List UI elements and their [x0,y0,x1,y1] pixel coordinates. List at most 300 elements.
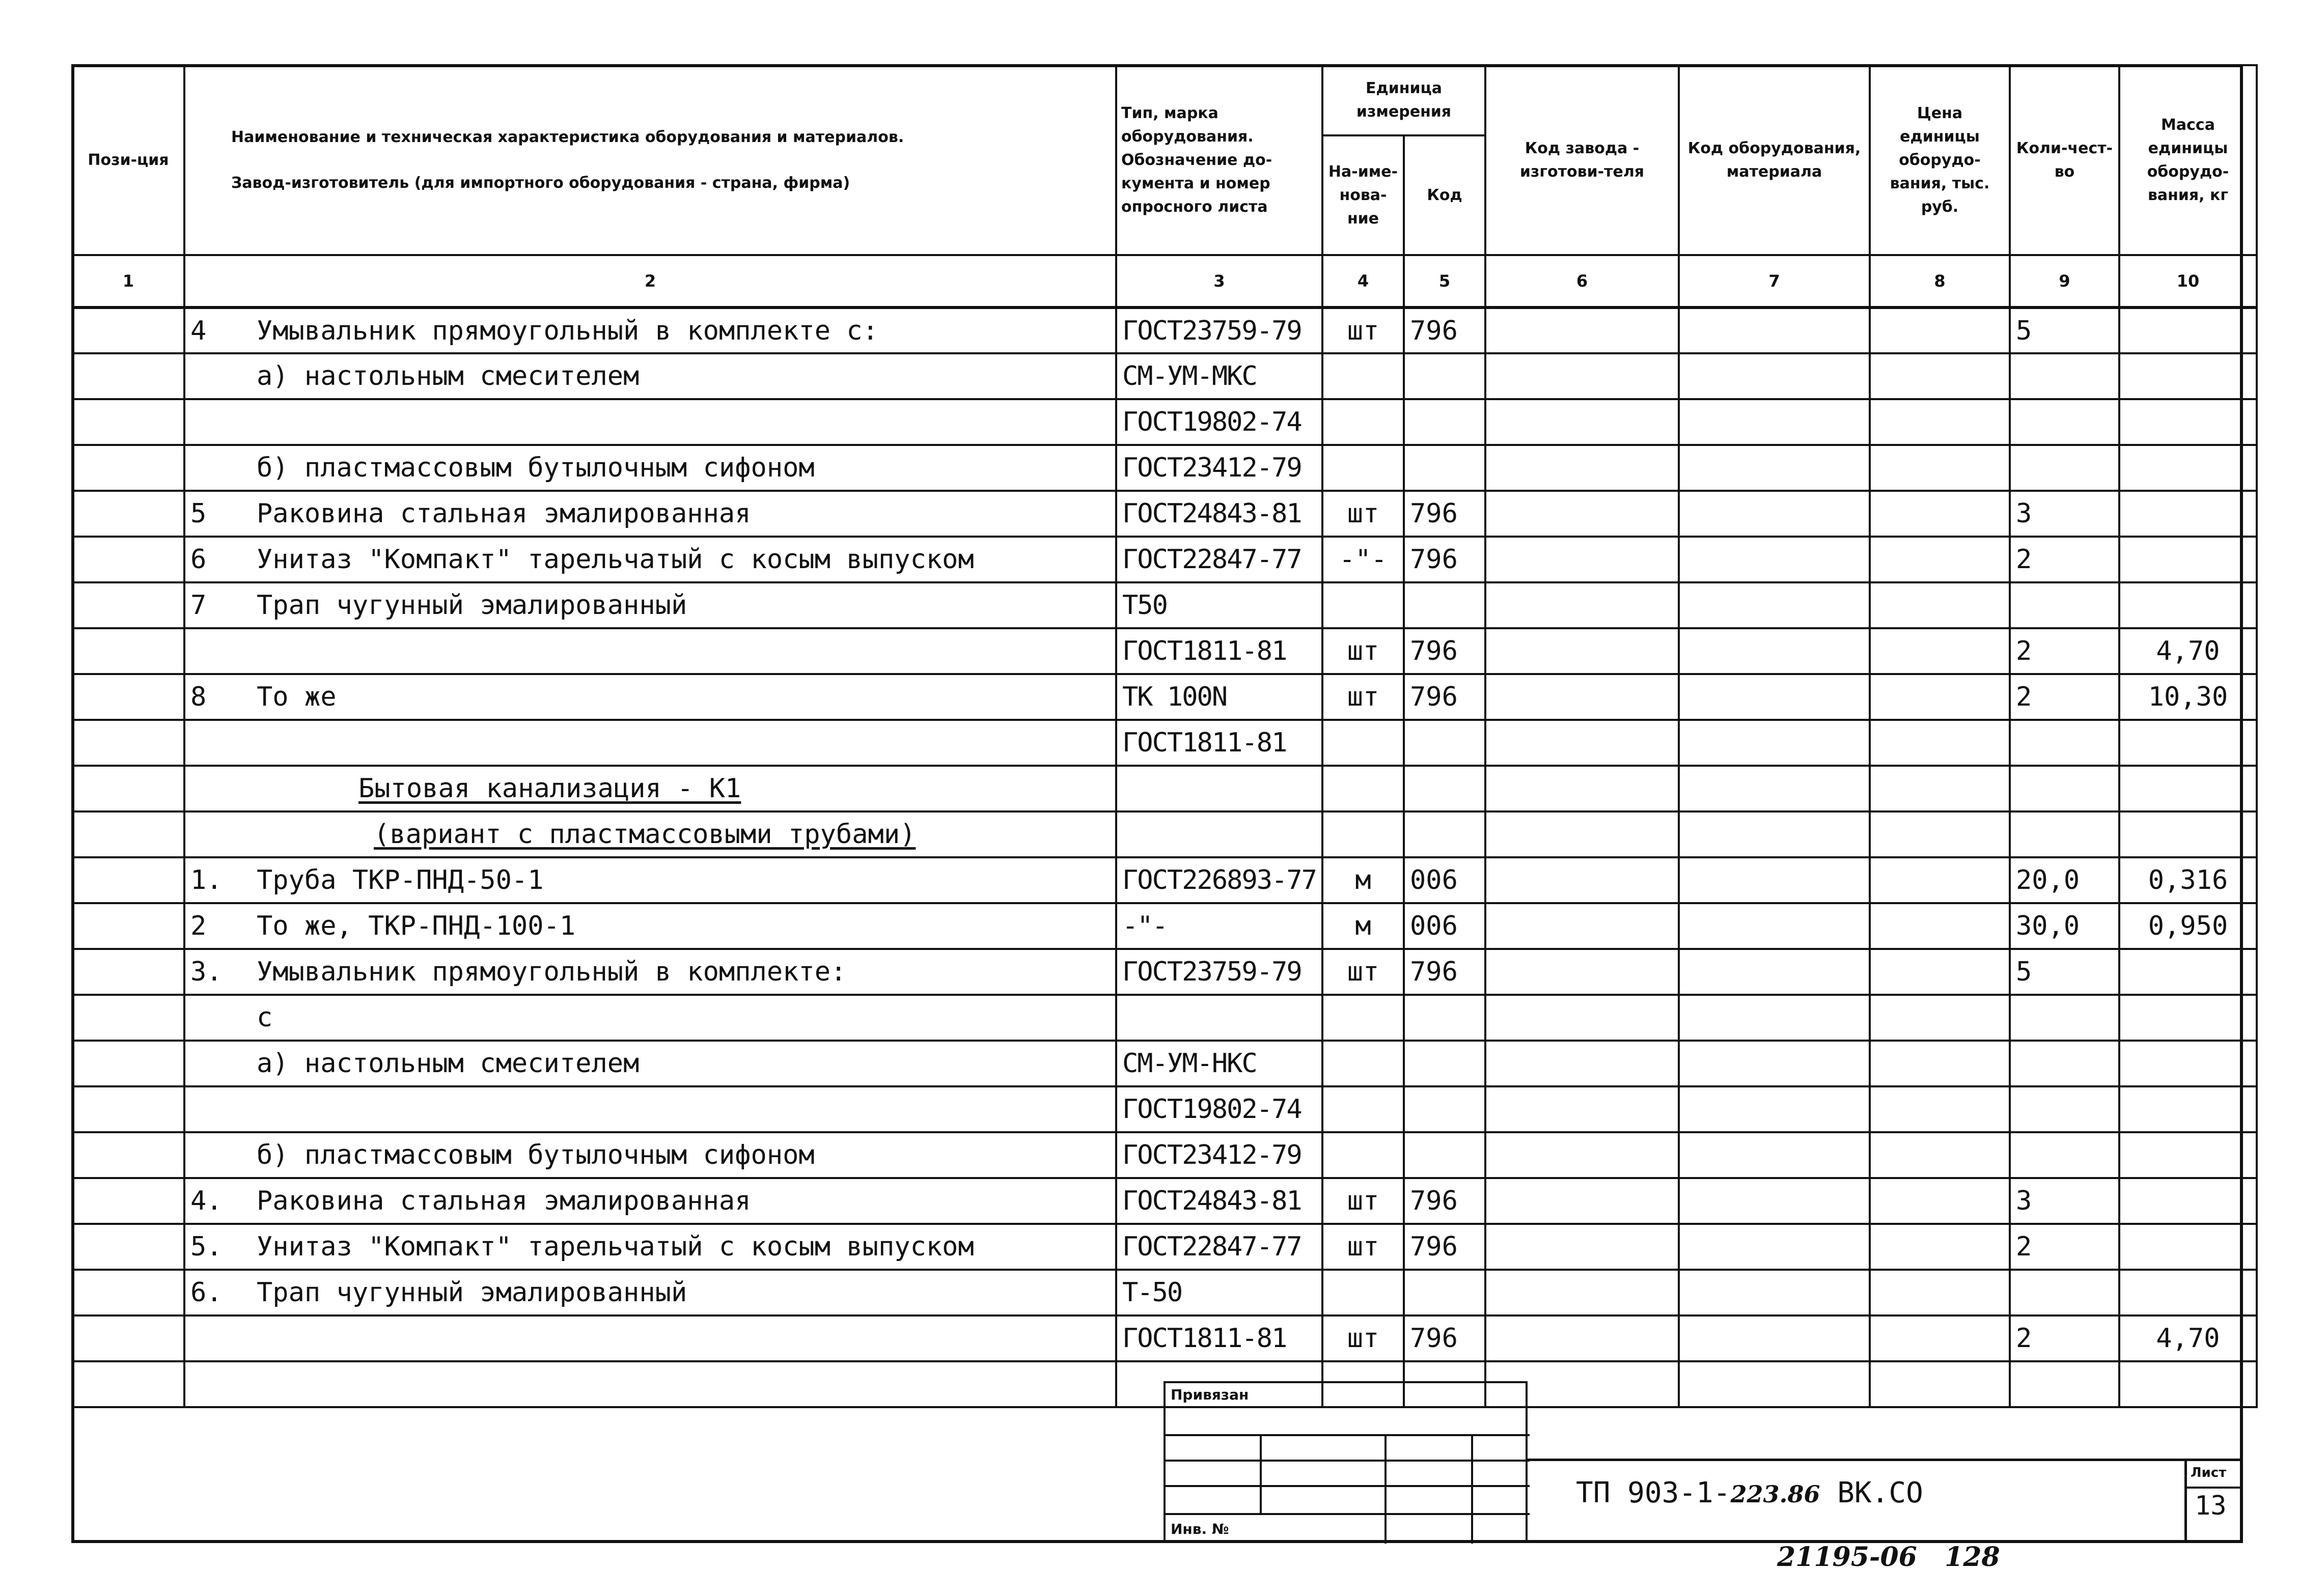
title-block-top-line [1528,1459,2243,1461]
qty-cell [2010,399,2119,445]
factory-code-cell [1485,720,1679,766]
header-equipment-code: Код оборудования, материала [1679,65,1870,255]
pos-cell [72,766,184,811]
position-number: 4 [190,315,207,346]
column-number: 6 [1485,255,1679,307]
inventory-label: Инв. № [1171,1521,1229,1537]
pos-cell [72,674,184,720]
price-cell [1870,353,2010,399]
stamp-line [1384,1434,1387,1544]
code-cell [1404,1086,1485,1132]
factory-code-cell [1485,766,1679,811]
code-cell [1404,582,1485,628]
item-name: Умывальник прямоугольный в комплекте: [257,957,847,987]
name-cell [184,353,1116,399]
sheet-number: 13 [2195,1491,2227,1521]
unit-cell [1322,1041,1404,1086]
code-cell [1404,720,1485,766]
mass-cell: 10,30 [2119,674,2257,720]
column-number: 4 [1322,255,1404,307]
position-number: 3. [190,957,223,987]
position-number: 1. [190,865,223,895]
column-number: 3 [1116,255,1322,307]
name-cell [184,537,1116,582]
mass-cell [2119,1178,2257,1224]
factory-code-cell [1485,1178,1679,1224]
code-cell: 796 [1404,491,1485,537]
stamp-line [1166,1434,1530,1436]
pos-cell [72,1224,184,1270]
binding-stamp [1164,1381,1528,1543]
table-row [72,445,2257,491]
binding-label: Привязан [1171,1386,1249,1403]
item-name: Трап чугунный эмалированный [257,1277,687,1308]
table-row [72,1086,2257,1132]
doc-cell: Т-50 [1116,1270,1322,1315]
header-unit-name: На-име-нова-ние [1322,135,1404,255]
price-cell [1870,995,2010,1041]
qty-cell: 5 [2010,949,2119,995]
unit-cell: шт [1322,1224,1404,1270]
header-unit-group: Единица измерения [1322,65,1485,135]
name-cell [184,1041,1116,1086]
name-cell [184,491,1116,537]
header-unit-code: Код [1404,135,1485,255]
table-row [72,811,2257,857]
code-cell: 796 [1404,1224,1485,1270]
stamp-line [1471,1434,1473,1544]
unit-cell: шт [1322,307,1404,353]
code-cell: 796 [1404,537,1485,582]
unit-cell: м [1322,903,1404,949]
column-number: 9 [2010,255,2119,307]
mass-cell: 4,70 [2119,628,2257,674]
pos-cell [72,353,184,399]
item-name: Трап чугунный эмалированный [257,590,687,621]
factory-code-cell [1485,537,1679,582]
equipment-code-cell [1679,307,1870,353]
factory-code-cell [1485,353,1679,399]
document-code-handwritten: 223.86 [1730,1480,1820,1508]
qty-cell: 20,0 [2010,857,2119,903]
mass-cell [2119,1132,2257,1178]
price-cell [1870,766,2010,811]
doc-cell: Т50 [1116,582,1322,628]
position-number: 6 [190,544,207,575]
unit-cell [1322,766,1404,811]
position-number: 5. [190,1231,223,1262]
item-name: (вариант с пластмассовыми трубами) [374,819,916,850]
factory-code-cell [1485,857,1679,903]
equipment-code-cell [1679,903,1870,949]
code-cell: 006 [1404,857,1485,903]
factory-code-cell [1485,949,1679,995]
item-name: с [257,1002,273,1033]
name-cell [184,399,1116,445]
pos-cell [72,445,184,491]
unit-cell [1322,399,1404,445]
document-code [1576,1476,1923,1509]
name-cell [184,949,1116,995]
sheet-label: Лист [2191,1465,2227,1480]
unit-cell: шт [1322,628,1404,674]
name-cell [184,445,1116,491]
doc-cell: ГОСТ1811-81 [1116,720,1322,766]
price-cell [1870,674,2010,720]
pos-cell [72,1086,184,1132]
price-cell [1870,1132,2010,1178]
code-cell [1404,353,1485,399]
qty-cell [2010,1361,2119,1407]
table-row [72,857,2257,903]
qty-cell [2010,353,2119,399]
document-code-prefix: ТП 903-1- [1576,1476,1731,1509]
qty-cell: 5 [2010,307,2119,353]
header-position: Пози-ция [72,65,184,255]
item-name: б) пластмассовым бутылочным сифоном [257,1140,815,1170]
table-row [72,1224,2257,1270]
stamp-line [1166,1460,1530,1462]
mass-cell [2119,1086,2257,1132]
doc-cell: ГОСТ19802-74 [1116,399,1322,445]
table-row [72,720,2257,766]
mass-cell [2119,307,2257,353]
factory-code-cell [1485,1132,1679,1178]
item-name: То же, ТКР-ПНД-100-1 [257,911,576,941]
unit-cell [1322,353,1404,399]
doc-cell: ГОСТ22847-77 [1116,537,1322,582]
table-row [72,1178,2257,1224]
mass-cell: 4,70 [2119,1315,2257,1361]
equipment-code-cell [1679,491,1870,537]
code-cell [1404,995,1485,1041]
equipment-code-cell [1679,445,1870,491]
doc-cell: ГОСТ1811-81 [1116,628,1322,674]
price-cell [1870,628,2010,674]
doc-cell [1116,766,1322,811]
factory-code-cell [1485,399,1679,445]
qty-cell: 30,0 [2010,903,2119,949]
price-cell [1870,399,2010,445]
table-row [72,353,2257,399]
name-cell [184,582,1116,628]
unit-cell [1322,1086,1404,1132]
equipment-code-cell [1679,1270,1870,1315]
pos-cell [72,903,184,949]
qty-cell: 2 [2010,1224,2119,1270]
item-name: Раковина стальная эмалированная [257,498,751,529]
header-factory-code: Код завода - изготови-теля [1485,65,1679,255]
mass-cell: 0,950 [2119,903,2257,949]
qty-cell [2010,811,2119,857]
position-number: 2 [190,911,207,941]
pos-cell [72,857,184,903]
pos-cell [72,307,184,353]
position-number: 8 [190,682,207,712]
header-name-line1: Наименование и техническая характеристика оборудования и материалов. [231,128,904,146]
mass-cell [2119,811,2257,857]
unit-cell: шт [1322,1315,1404,1361]
factory-code-cell [1485,307,1679,353]
mass-cell [2119,1224,2257,1270]
unit-cell: м [1322,857,1404,903]
mass-cell [2119,445,2257,491]
qty-cell [2010,1270,2119,1315]
header-quantity: Коли-чест-во [2010,65,2119,255]
qty-cell [2010,1132,2119,1178]
pos-cell [72,720,184,766]
factory-code-cell [1485,628,1679,674]
pos-cell [72,811,184,857]
qty-cell [2010,995,2119,1041]
sheet-box-line [2184,1459,2187,1543]
unit-cell [1322,582,1404,628]
qty-cell: 2 [2010,537,2119,582]
doc-cell: -"- [1116,903,1322,949]
item-name: Раковина стальная эмалированная [257,1186,751,1216]
qty-cell: 3 [2010,1178,2119,1224]
doc-cell: ГОСТ23412-79 [1116,1132,1322,1178]
unit-cell: -"- [1322,537,1404,582]
position-number: 5 [190,498,207,529]
code-cell: 796 [1404,307,1485,353]
table-row [72,1041,2257,1086]
price-cell [1870,1086,2010,1132]
doc-cell: ГОСТ22847-77 [1116,1224,1322,1270]
equipment-code-cell [1679,720,1870,766]
column-number: 2 [184,255,1116,307]
unit-cell [1322,1270,1404,1315]
factory-code-cell [1485,1315,1679,1361]
price-cell [1870,1224,2010,1270]
mass-cell [2119,1270,2257,1315]
equipment-code-cell [1679,766,1870,811]
price-cell [1870,720,2010,766]
price-cell [1870,537,2010,582]
equipment-code-cell [1679,1315,1870,1361]
factory-code-cell [1485,903,1679,949]
price-cell [1870,1041,2010,1086]
code-cell: 796 [1404,949,1485,995]
header-type: Тип, марка оборудования. Обозначение до-кумента и номер опросного листа [1116,65,1322,255]
factory-code-cell [1485,445,1679,491]
item-name: Умывальник прямоугольный в комплекте с: [257,315,878,346]
pos-cell [72,1270,184,1315]
pos-cell [72,1361,184,1407]
table-row [72,537,2257,582]
position-number: 4. [190,1186,223,1216]
price-cell [1870,1315,2010,1361]
equipment-code-cell [1679,1224,1870,1270]
mass-cell [2119,399,2257,445]
column-number: 7 [1679,255,1870,307]
column-number: 1 [72,255,184,307]
column-number-row [72,255,2257,307]
price-cell [1870,491,2010,537]
specification-table [71,64,2258,1408]
mass-cell [2119,1361,2257,1407]
pos-cell [72,628,184,674]
equipment-code-cell [1679,1361,1870,1407]
qty-cell [2010,1086,2119,1132]
qty-cell: 2 [2010,674,2119,720]
factory-code-cell [1485,674,1679,720]
code-cell [1404,445,1485,491]
doc-cell [1116,811,1322,857]
price-cell [1870,1361,2010,1407]
doc-cell: ГОСТ1811-81 [1116,1315,1322,1361]
item-name: Труба ТКР-ПНД-50-1 [257,865,544,895]
unit-cell [1322,811,1404,857]
table-row [72,628,2257,674]
stamp-line [1166,1485,1530,1487]
qty-cell: 2 [2010,1315,2119,1361]
code-cell: 006 [1404,903,1485,949]
qty-cell [2010,1041,2119,1086]
unit-cell: шт [1322,949,1404,995]
price-cell [1870,1178,2010,1224]
doc-cell: СМ-УМ-МКС [1116,353,1322,399]
doc-cell: ГОСТ226893-77 [1116,857,1322,903]
mass-cell [2119,353,2257,399]
pos-cell [72,537,184,582]
equipment-code-cell [1679,353,1870,399]
equipment-code-cell [1679,399,1870,445]
pos-cell [72,1315,184,1361]
code-cell: 796 [1404,674,1485,720]
code-cell [1404,1041,1485,1086]
pos-cell [72,491,184,537]
name-cell [184,1224,1116,1270]
mass-cell [2119,766,2257,811]
table-row [72,903,2257,949]
price-cell [1870,949,2010,995]
doc-cell: ГОСТ24843-81 [1116,1178,1322,1224]
qty-cell [2010,720,2119,766]
unit-cell [1322,720,1404,766]
equipment-code-cell [1679,582,1870,628]
equipment-code-cell [1679,811,1870,857]
equipment-code-cell [1679,628,1870,674]
mass-cell [2119,720,2257,766]
table-row [72,582,2257,628]
stamp-line [1166,1513,1530,1515]
qty-cell: 2 [2010,628,2119,674]
factory-code-cell [1485,1086,1679,1132]
name-cell [184,674,1116,720]
table-row [72,307,2257,353]
factory-code-cell [1485,995,1679,1041]
equipment-code-cell [1679,857,1870,903]
doc-cell [1116,995,1322,1041]
doc-cell: СМ-УМ-НКС [1116,1041,1322,1086]
name-cell [184,857,1116,903]
item-name: а) настольным смесителем [257,1048,640,1079]
mass-cell [2119,537,2257,582]
name-cell [184,903,1116,949]
factory-code-cell [1485,811,1679,857]
unit-cell: шт [1322,1178,1404,1224]
name-cell [184,1315,1116,1361]
name-cell [184,811,1116,857]
code-cell [1404,811,1485,857]
column-number: 5 [1404,255,1485,307]
stamp-line [1260,1434,1262,1513]
name-cell [184,1361,1116,1407]
qty-cell [2010,766,2119,811]
doc-cell: ТК 100N [1116,674,1322,720]
code-cell: 796 [1404,628,1485,674]
pos-cell [72,1041,184,1086]
equipment-code-cell [1679,1178,1870,1224]
pos-cell [72,949,184,995]
item-name: Унитаз "Компакт" тарельчатый с косым выпуском [257,1231,974,1262]
table-row [72,766,2257,811]
header-mass: Масса единицы оборудо-вания, кг [2119,65,2257,255]
mass-cell [2119,491,2257,537]
name-cell [184,1132,1116,1178]
table-row [72,1315,2257,1361]
name-cell [184,720,1116,766]
doc-cell: ГОСТ24843-81 [1116,491,1322,537]
name-cell [184,1086,1116,1132]
pos-cell [72,582,184,628]
table-row [72,674,2257,720]
position-number: 7 [190,590,207,621]
equipment-code-cell [1679,1086,1870,1132]
mass-cell [2119,1041,2257,1086]
sheet-box-line [2184,1487,2243,1489]
equipment-code-cell [1679,995,1870,1041]
doc-cell: ГОСТ23759-79 [1116,949,1322,995]
code-cell [1404,1132,1485,1178]
mass-cell [2119,582,2257,628]
factory-code-cell [1485,491,1679,537]
equipment-code-cell [1679,537,1870,582]
unit-cell [1322,995,1404,1041]
header-price: Цена единицы оборудо-вания, тыс. руб. [1870,65,2010,255]
header-name-line2: Завод-изготовитель (для импортного оборудования - страна, фирма) [231,174,850,192]
column-number: 8 [1870,255,2010,307]
name-cell [184,766,1116,811]
factory-code-cell [1485,1041,1679,1086]
price-cell [1870,903,2010,949]
table-row [72,491,2257,537]
header-name [184,65,1116,255]
item-name: б) пластмассовым бутылочным сифоном [257,453,815,483]
unit-cell [1322,445,1404,491]
name-cell [184,1178,1116,1224]
item-name: Бытовая канализация - К1 [358,773,741,804]
name-cell [184,628,1116,674]
mass-cell [2119,995,2257,1041]
code-cell: 796 [1404,1315,1485,1361]
qty-cell [2010,445,2119,491]
pos-cell [72,1132,184,1178]
name-cell [184,307,1116,353]
qty-cell: 3 [2010,491,2119,537]
bottom-stamp-number: 21195-06 128 [1777,1542,2000,1573]
document-code-suffix: ВК.СО [1820,1476,1923,1509]
factory-code-cell [1485,582,1679,628]
pos-cell [72,1178,184,1224]
code-cell [1404,766,1485,811]
table-row [72,1270,2257,1315]
mass-cell [2119,949,2257,995]
unit-cell: шт [1322,491,1404,537]
price-cell [1870,857,2010,903]
price-cell [1870,582,2010,628]
